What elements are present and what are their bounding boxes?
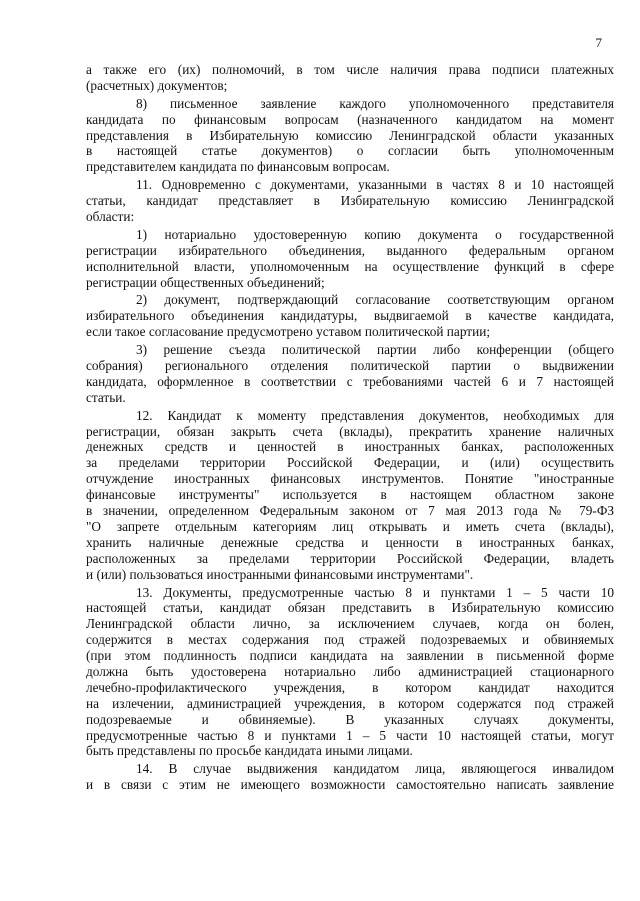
text-line: 1) нотариально удостоверенную копию документа о государственной: [136, 226, 614, 242]
text-line: регистрации, обязан закрыть счета (вклады), прекратить хранение наличных: [86, 423, 614, 439]
text-line: и (или) пользоваться иностранными финансовыми инструментами".: [86, 566, 474, 582]
text-line: 11. Одновременно с документами, указанными в частях 8 и 10 настоящей: [136, 177, 614, 193]
text-line: регистрации общественных объединений;: [86, 274, 325, 290]
text-line: (при этом подлинность подписи кандидата на заявлении в письменной форме: [86, 648, 614, 664]
text-line: быть представлены по просьбе кандидата иными лицами.: [86, 743, 413, 759]
text-line: хранить наличные денежные средства и ценности в иностранных банках,: [86, 534, 614, 550]
text-line: "О запрете отдельным категориям лиц открывать и иметь счета (вклады),: [86, 518, 614, 534]
text-line: 12. Кандидат к моменту представления документов, необходимых для: [136, 407, 614, 423]
text-line: если такое согласование предусмотрено уставом политической партии;: [86, 324, 491, 340]
text-line: в настоящей статье документов) о согласии быть уполномоченным: [86, 143, 614, 159]
text-line: и в связи с этим не имеющего возможности самостоятельно написать заявление: [86, 777, 614, 793]
text-line: финансовые инструменты" используется в настоящем областном законе: [86, 487, 614, 503]
text-line: а также его (их) полномочий, в том числе наличия права подписи платежных: [86, 62, 614, 77]
text-line: 14. В случае выдвижения кандидатом лица, являющегося инвалидом: [136, 761, 614, 777]
text-line: (расчетных) документов;: [86, 77, 228, 93]
text-line: лечебно-профилактического учреждения, в котором кандидат находится: [86, 679, 614, 695]
text-line: в значении, определенном Федеральным законом от 7 мая 2013 года № 79-ФЗ: [86, 503, 614, 519]
text-line: представителем кандидата по финансовым вопросам.: [86, 159, 390, 175]
text-line: 8) письменное заявление каждого уполномоченного представителя: [136, 95, 614, 111]
text-line: 2) документ, подтверждающий согласование соответствующим органом: [136, 292, 614, 308]
text-line: настоящей статьи, кандидат обязан представить в Избирательную комиссию: [86, 600, 614, 616]
text-line: Ленинградской области лично, за исключением случаев, когда он болен,: [86, 616, 614, 632]
text-line: исполнительной власти, уполномоченным на осуществление функций в сфере: [86, 258, 614, 274]
text-line: кандидата по финансовым вопросам (назначенного кандидатом на момент: [86, 111, 614, 127]
text-line: предусмотренные частью 8 и пунктами 1 – 5 части 10 настоящей статьи, могут: [86, 727, 614, 743]
text-line: должна быть удостоверена нотариально либо администрацией стационарного: [86, 663, 614, 679]
text-line: на излечении, администрацией учреждения, в котором содержатся под стражей: [86, 695, 614, 711]
text-line: содержится в местах содержания под стражей подозреваемых и обвиняемых: [86, 632, 614, 648]
text-line: области:: [86, 209, 135, 225]
text-line: кандидата, оформленное в соответствии с требованиями частей 6 и 7 настоящей: [86, 373, 614, 389]
document-body: [86, 62, 614, 793]
text-line: денежных средств и ценностей в иностранных банках, расположенных: [86, 439, 614, 455]
text-line: статьи, кандидат представляет в Избирательную комиссию Ленинградской: [86, 193, 614, 209]
text-line: отчуждение иностранных финансовых инструментов. Понятие "иностранные: [86, 471, 614, 487]
page-number: 7: [595, 35, 602, 50]
text-line: расположенных за пределами территории Российской Федерации, владеть: [86, 550, 614, 566]
text-line: собрания) регионального отделения политической партии о выдвижении: [86, 358, 614, 374]
text-line: статьи.: [86, 389, 126, 405]
text-line: представления в Избирательную комиссию Ленинградской области указанных: [86, 127, 614, 143]
text-line: 3) решение съезда политической партии либо конференции (общего: [136, 342, 614, 358]
text-line: подозреваемые и обвиняемые). В указанных случаях документы,: [86, 711, 614, 727]
text-line: за пределами территории Российской Федерации, и (или) осуществить: [86, 455, 614, 471]
text-line: регистрации избирательного объединения, выданного федеральным органом: [86, 242, 614, 258]
text-line: 13. Документы, предусмотренные частью 8 и пунктами 1 – 5 части 10: [136, 584, 614, 600]
text-line: избирательного объединения кандидатуры, выдвигаемой в качестве кандидата,: [86, 308, 614, 324]
